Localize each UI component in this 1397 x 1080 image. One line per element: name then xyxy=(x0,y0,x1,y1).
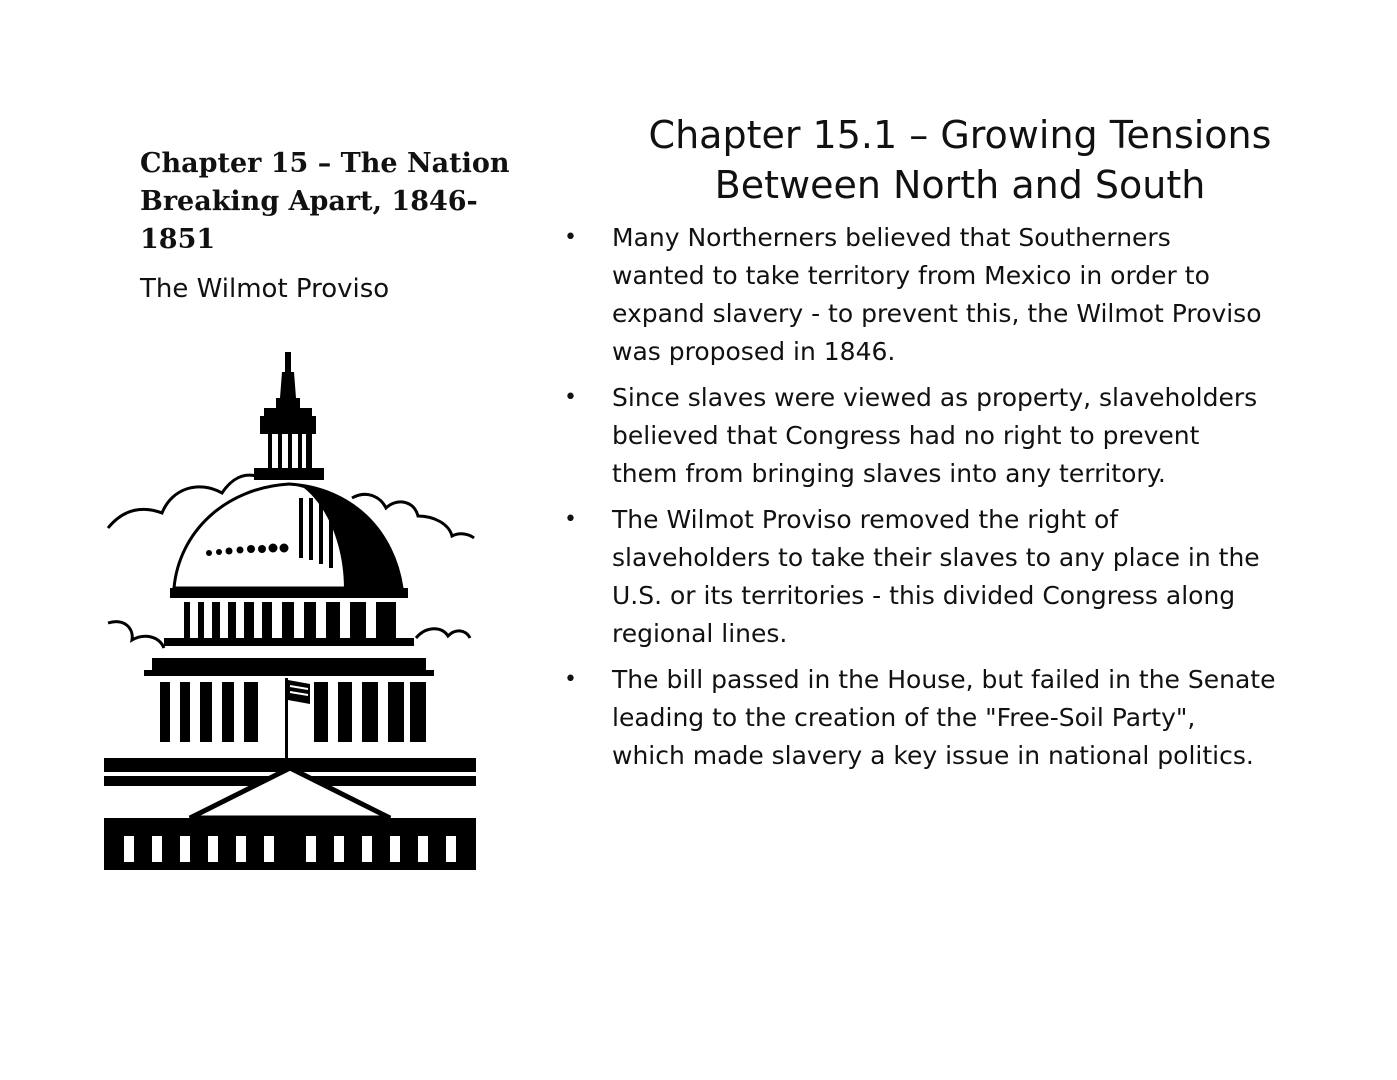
bullet-line: U.S. or its territories - this divided Congress along xyxy=(612,581,1236,610)
bullet-line: The Wilmot Proviso removed the right of xyxy=(612,505,1119,534)
section-heading-line-2: Between North and South xyxy=(714,163,1206,207)
bullet-marker: • xyxy=(564,225,577,250)
bullet-item xyxy=(560,661,1360,775)
bullet-item xyxy=(560,501,1360,653)
bullet-line: believed that Congress had no right to prevent xyxy=(612,421,1200,450)
section-heading-line-1: Chapter 15.1 – Growing Tensions xyxy=(648,113,1272,157)
bullet-list xyxy=(560,219,1360,783)
bullet-line: was proposed in 1846. xyxy=(612,337,896,366)
bullet-line: wanted to take territory from Mexico in order to xyxy=(612,261,1210,290)
bullet-marker: • xyxy=(564,667,577,692)
bullet-line: The bill passed in the House, but failed in the Senate xyxy=(612,665,1276,694)
bullet-line: them from bringing slaves into any territory. xyxy=(612,459,1166,488)
section-heading xyxy=(600,110,1320,210)
bullet-line: Since slaves were viewed as property, slaveholders xyxy=(612,383,1258,412)
capitol-building-icon xyxy=(104,348,476,870)
chapter-title-line-2: Breaking Apart, 1846-1851 xyxy=(140,186,478,255)
bullet-line: expand slavery - to prevent this, the Wilmot Proviso xyxy=(612,299,1262,328)
bullet-item xyxy=(560,219,1360,371)
bullet-line: Many Northerners believed that Southerners xyxy=(612,223,1171,252)
bullet-line: leading to the creation of the "Free-Soil Party", xyxy=(612,703,1196,732)
chapter-title-line-1: Chapter 15 – The Nation xyxy=(140,148,510,179)
bullet-line: regional lines. xyxy=(612,619,788,648)
bullet-line: which made slavery a key issue in national politics. xyxy=(612,741,1254,770)
bullet-marker: • xyxy=(564,385,577,410)
bullet-item xyxy=(560,379,1360,493)
bullet-marker: • xyxy=(564,507,577,532)
bullet-line: slaveholders to take their slaves to any place in the xyxy=(612,543,1260,572)
chapter-title xyxy=(140,145,520,259)
section-subtitle: The Wilmot Proviso xyxy=(140,274,390,304)
